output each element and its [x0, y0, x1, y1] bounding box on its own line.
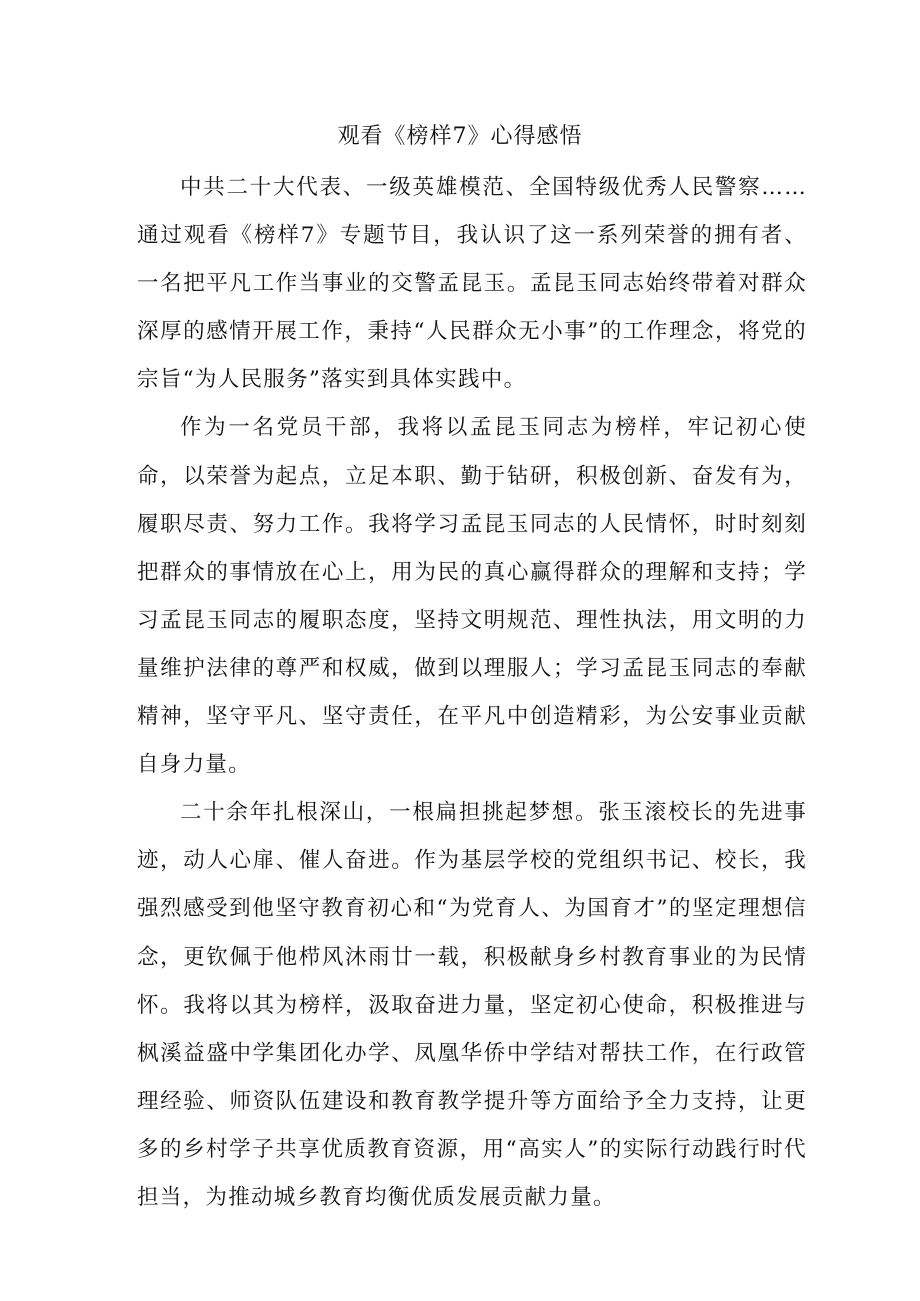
document-body	[137, 164, 807, 1222]
paragraph-3: 二十余年扎根深山，一根扁担挑起梦想。张玉滚校长的先进事迹，动人心扉、催人奋进。作为基层学校的党组织书记、校长，我强烈感受到他坚守教育初心和“为党育人、为国育才”的坚定理想信念，更钦佩于他栉风沐雨廿一载，积极献身乡村教育事业的为民情怀。我将以其为榜样，汲取奋进力量，坚定初心使命，积极推进与枫溪益盛中学集团化办学、凤凰华侨中学结对帮扶工作，在行政管理经验、师资队伍建设和教育教学提升等方面给予全力支持，让更多的乡村学子共享优质教育资源，用“高实人”的实际行动践行时代担当，为推动城乡教育均衡优质发展贡献力量。	[137, 800, 807, 1210]
document-title: 观看《榜样7》心得感悟	[337, 124, 583, 149]
paragraph-2: 作为一名党员干部，我将以孟昆玉同志为榜样，牢记初心使命，以荣誉为起点，立足本职、勤于钻研，积极创新、奋发有为，履职尽责、努力工作。我将学习孟昆玉同志的人民情怀，时时刻刻把群众的事情放在心上，用为民的真心赢得群众的理解和支持；学习孟昆玉同志的履职态度，坚持文明规范、理性执法，用文明的力量维护法律的尊严和权威，做到以理服人；学习孟昆玉同志的奉献精神，坚守平凡、坚守责任，在平凡中创造精彩，为公安事业贡献自身力量。	[137, 415, 807, 778]
paragraph-1: 中共二十大代表、一级英雄模范、全国特级优秀人民警察……通过观看《榜样7》专题节目，我认识了这一系列荣誉的拥有者、一名把平凡工作当事业的交警孟昆玉。孟昆玉同志始终带着对群众深厚的感情开展工作，秉持“人民群众无小事”的工作理念，将党的宗旨“为人民服务”落实到具体实践中。	[137, 175, 807, 393]
